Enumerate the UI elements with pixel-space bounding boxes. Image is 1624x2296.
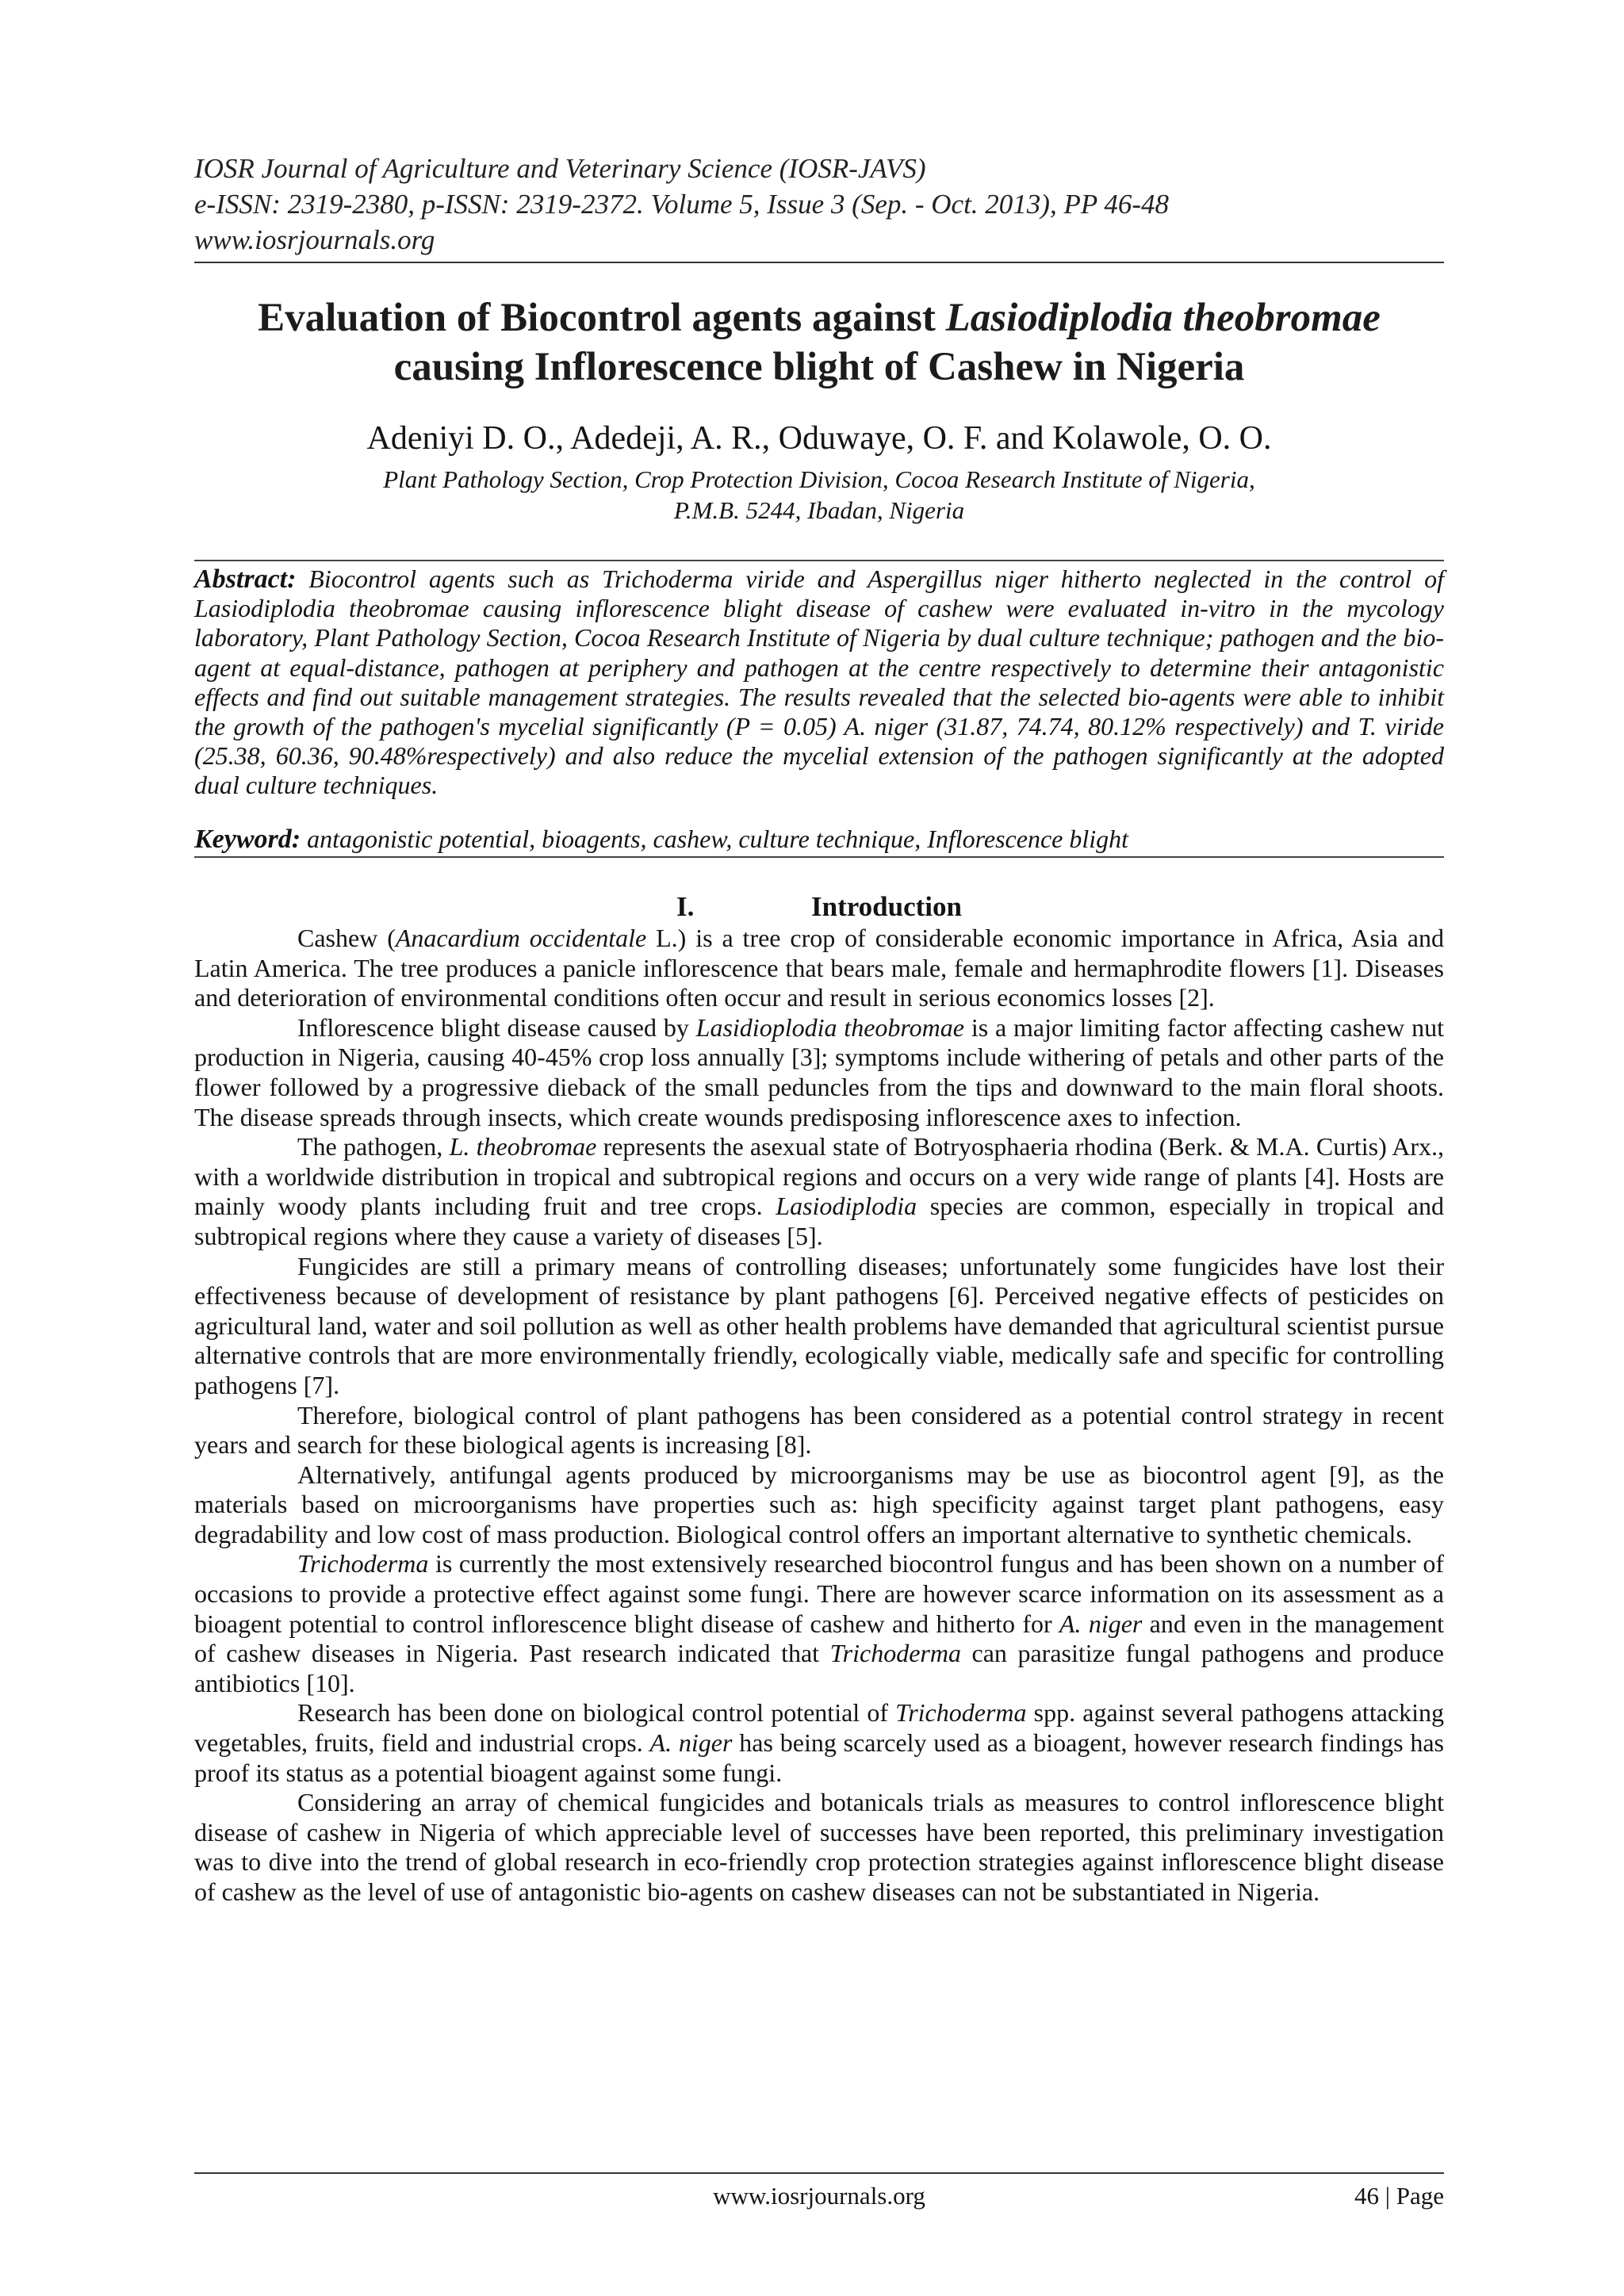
title-part-1: Evaluation of Biocontrol agents against <box>258 296 946 340</box>
section-number: I. <box>676 891 695 922</box>
body-paragraph: Therefore, biological control of plant pathogens has been considered as a potential control strategy in recent years and search for these biological agents is increasing [8]. <box>194 1400 1444 1460</box>
body-paragraph: The pathogen, L. theobromae represents the asexual state of Botryosphaeria rhodina (Berk. & M.A. Curtis) Arx., with a worldwide distribution in tropical and subtropical regions and occurs on a very wide range of plants [4]. Hosts are mainly woody plants including fruit and tree crops. Lasiodiplodia species are common, especially in tropical and subtropical regions where they cause a variety of diseases [5]. <box>194 1132 1445 1250</box>
keywords-text: antagonistic potential, bioagents, cashew, culture technique, Inflorescence blight <box>307 825 1129 853</box>
body-paragraph: Trichoderma is currently the most extensively researched biocontrol fungus and has been shown on a number of occasions to provide a protective effect against some fungi. There are however scarce information on its assessment as a bioagent potential to control inflorescence blight disease of cashew and hitherto for A. niger and even in the management of cashew diseases in Nigeria. Past research indicated that Trichoderma can parasitize fungal pathogens and produce antibiotics [10]. <box>194 1549 1445 1697</box>
keywords-label: Keyword: <box>194 825 301 854</box>
section-heading <box>194 890 1444 924</box>
italic-term: Lasiodiplodia <box>776 1192 917 1221</box>
italic-term: A. niger <box>1059 1609 1143 1638</box>
body-paragraph: Considering an array of chemical fungicides and botanicals trials as measures to control inflorescence blight disease of cashew in Nigeria of which appreciable level of successes have been reported, this preliminary investigation was to dive into the trend of global research in eco-friendly crop protection strategies against inflorescence blight disease of cashew as the level of use of antagonistic bio-agents on cashew diseases can not be substantiated in Nigeria. <box>194 1788 1444 1906</box>
italic-term: A. niger <box>649 1728 733 1758</box>
abstract-text: Biocontrol agents such as Trichoderma viride and Aspergillus niger hitherto neglected in the control of Lasiodiplodia theobromae causing inflorescence blight disease of cashew were evaluated in-vitro in the mycology laboratory, Plant Pathology Section, Cocoa Research Institute of Nigeria by dual culture technique; pathogen and the bio-agent at equal-distance, pathogen at periphery and pathogen at the centre respectively to determine their antagonistic effects and find out suitable management strategies. The results revealed that the selected bio-agents were able to inhibit the growth of the pathogen's mycelial significantly (P = 0.05) A. niger (31.87, 74.74, 80.12% respectively) and T. viride (25.38, 60.36, 90.48%respectively) and also reduce the mycelial extension of the pathogen significantly at the adopted dual culture techniques. <box>194 564 1445 800</box>
affiliation-line-2: P.M.B. 5244, Ibadan, Nigeria <box>673 496 965 524</box>
body-paragraph: Inflorescence blight disease caused by Lasidioplodia theobromae is a major limiting factor affecting cashew nut production in Nigeria, causing 40-45% crop loss annually [3]; symptoms include withering of petals and other parts of the flower followed by a progressive dieback of the small peduncles from the tips and downward to the main floral shoots. The disease spreads through insects, which create wounds predisposing inflorescence axes to infection. <box>194 1012 1445 1131</box>
title-species: Lasiodiplodia theobromae <box>945 296 1381 340</box>
body-paragraph: Cashew (Anacardium occidentale L.) is a tree crop of considerable economic importance in Africa, Asia and Latin America. The tree produces a panicle inflorescence that bears male, female and hermaphrodite flowers [1]. Diseases and deterioration of environmental conditions often occur and result in serious economics losses [2]. <box>194 924 1445 1012</box>
body-paragraph: Research has been done on biological control potential of Trichoderma spp. against several pathogens attacking vegetables, fruits, field and industrial crops. A. niger has being scarcely used as a bioagent, however research findings has proof its status as a potential bioagent against some fungi. <box>194 1698 1445 1787</box>
journal-website[interactable]: www.iosrjournals.org <box>194 224 435 255</box>
italic-term: Lasidioplodia theobromae <box>695 1012 964 1042</box>
abstract-top-divider <box>194 560 1444 561</box>
body-paragraph: Fungicides are still a primary means of controlling diseases; unfortunately some fungicides have lost their effectiveness because of development of resistance by plant pathogens [6]. Perceived negative effects of pesticides on agricultural land, water and soil pollution as well as other health problems have demanded that agricultural scientist pursue alternative controls that are more environmentally friendly, ecologically viable, medically safe and specific for controlling pathogens [7]. <box>194 1251 1444 1399</box>
body-paragraph: Alternatively, antifungal agents produced by microorganisms may be use as biocontrol agent [9], as the materials based on microorganisms have properties such as: high specificity against target plant pathogens, easy degradability and low cost of mass production. Biological control offers an important alternative to synthetic chemicals. <box>194 1460 1444 1548</box>
journal-header <box>194 151 1169 258</box>
keywords-block <box>194 825 1444 854</box>
page-number: 46 | Page <box>1354 2182 1444 2210</box>
italic-term: Trichoderma <box>895 1698 1027 1728</box>
author-list: Adeniyi D. O., Adedeji, A. R., Oduwaye, O. F. and Kolawole, O. O. <box>366 420 1272 457</box>
italic-term: Anacardium occidentale <box>395 924 647 952</box>
italic-term: Trichoderma <box>297 1549 429 1578</box>
affiliation-line-1: Plant Pathology Section, Crop Protection Division, Cocoa Research Institute of Nigeria, <box>383 465 1255 493</box>
italic-term: L. theobromae <box>449 1132 597 1161</box>
abstract-label: Abstract: <box>194 564 297 594</box>
section-title: Introduction <box>811 891 962 922</box>
paper-title <box>194 293 1444 392</box>
italic-term: Trichoderma <box>829 1639 961 1668</box>
abstract-block <box>194 564 1444 801</box>
affiliation <box>194 464 1444 526</box>
footer-divider <box>194 2172 1444 2174</box>
abstract-bottom-divider <box>194 856 1444 858</box>
journal-name: IOSR Journal of Agriculture and Veterinary Science (IOSR-JAVS) <box>194 153 926 184</box>
header-divider <box>194 262 1444 263</box>
title-part-2: causing Inflorescence blight of Cashew in Nigeria <box>393 345 1245 389</box>
journal-issn: e-ISSN: 2319-2380, p-ISSN: 2319-2372. Volume 5, Issue 3 (Sep. - Oct. 2013), PP 46-48 <box>194 189 1169 220</box>
body-text <box>194 924 1444 1908</box>
footer-website[interactable]: www.iosrjournals.org <box>713 2182 925 2210</box>
